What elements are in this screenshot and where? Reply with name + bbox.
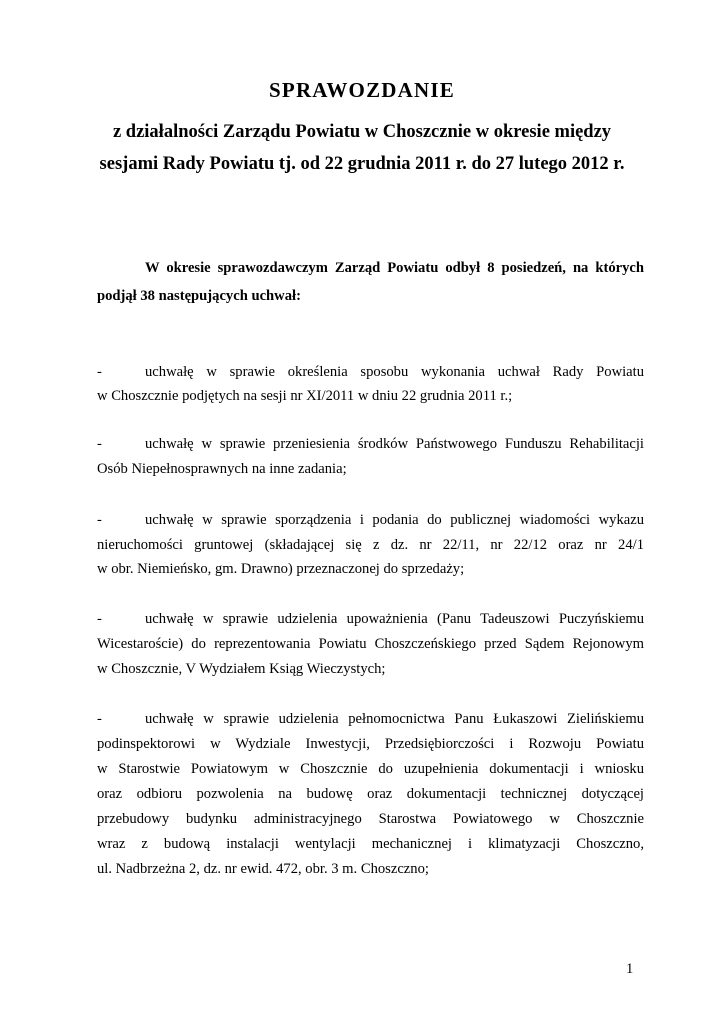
list-item-line: w Choszcznie podjętych na sesji nr XI/2011 w dniu 22 grudnia 2011 r.; — [97, 388, 513, 404]
list-item-line: w obr. Niemieńsko, gm. Drawno) przeznaczonej do sprzedaży; — [97, 561, 465, 577]
list-item-line: podinspektorowi w Wydziale Inwestycji, Przedsiębiorczości i Rozwoju Powiatu — [97, 736, 644, 752]
intro-line-1: W okresie sprawozdawczym Zarząd Powiatu odbył 8 posiedzeń, na których — [145, 260, 644, 276]
list-item-line: uchwałę w sprawie określenia sposobu wykonania uchwał Rady Powiatu — [145, 364, 644, 380]
page-number: 1 — [626, 961, 634, 977]
list-item-dash: - — [97, 512, 102, 528]
list-item-dash: - — [97, 364, 102, 380]
list-item-line: uchwałę w sprawie udzielenia pełnomocnictwa Panu Łukaszowi Zielińskiemu — [145, 711, 644, 727]
list-item-dash: - — [97, 611, 102, 627]
list-item-line: w Choszcznie, V Wydziałem Ksiąg Wieczystych; — [97, 661, 386, 677]
list-item-line: Osób Niepełnosprawnych na inne zadania; — [97, 461, 347, 477]
list-item-line: ul. Nadbrzeżna 2, dz. nr ewid. 472, obr. 3 m. Choszczno; — [97, 861, 429, 877]
list-item-line: uchwałę w sprawie przeniesienia środków Państwowego Funduszu Rehabilitacji — [145, 436, 644, 452]
list-item-line: wraz z budową instalacji wentylacji mechanicznej i klimatyzacji Choszczno, — [97, 836, 644, 852]
intro-line-2: podjął 38 następujących uchwał: — [97, 288, 301, 304]
list-item-dash: - — [97, 436, 102, 452]
document-title: SPRAWOZDANIE — [269, 78, 455, 102]
list-item-line: przebudowy budynku administracyjnego Starostwa Powiatowego w Choszcznie — [97, 811, 644, 827]
list-item-line: nieruchomości gruntowej (składającej się z dz. nr 22/11, nr 22/12 oraz nr 24/1 — [97, 537, 644, 553]
list-item-line: uchwałę w sprawie sporządzenia i podania do publicznej wiadomości wykazu — [145, 512, 644, 528]
list-item-line: uchwałę w sprawie udzielenia upoważnienia (Panu Tadeuszowi Puczyńskiemu — [145, 611, 644, 627]
document-subtitle-line-2: sesjami Rady Powiatu tj. od 22 grudnia 2011 r. do 27 lutego 2012 r. — [99, 154, 625, 174]
list-item-line: oraz odbioru pozwolenia na budowę oraz dokumentacji technicznej dotyczącej — [97, 786, 644, 802]
list-item-line: w Starostwie Powiatowym w Choszcznie do uzupełnienia dokumentacji i wniosku — [97, 761, 644, 777]
list-item-line: Wicestaroście) do reprezentowania Powiatu Choszczeńskiego przed Sądem Rejonowym — [97, 636, 644, 652]
document-subtitle-line-1: z działalności Zarządu Powiatu w Choszcznie w okresie między — [112, 122, 612, 142]
list-item-dash: - — [97, 711, 102, 727]
